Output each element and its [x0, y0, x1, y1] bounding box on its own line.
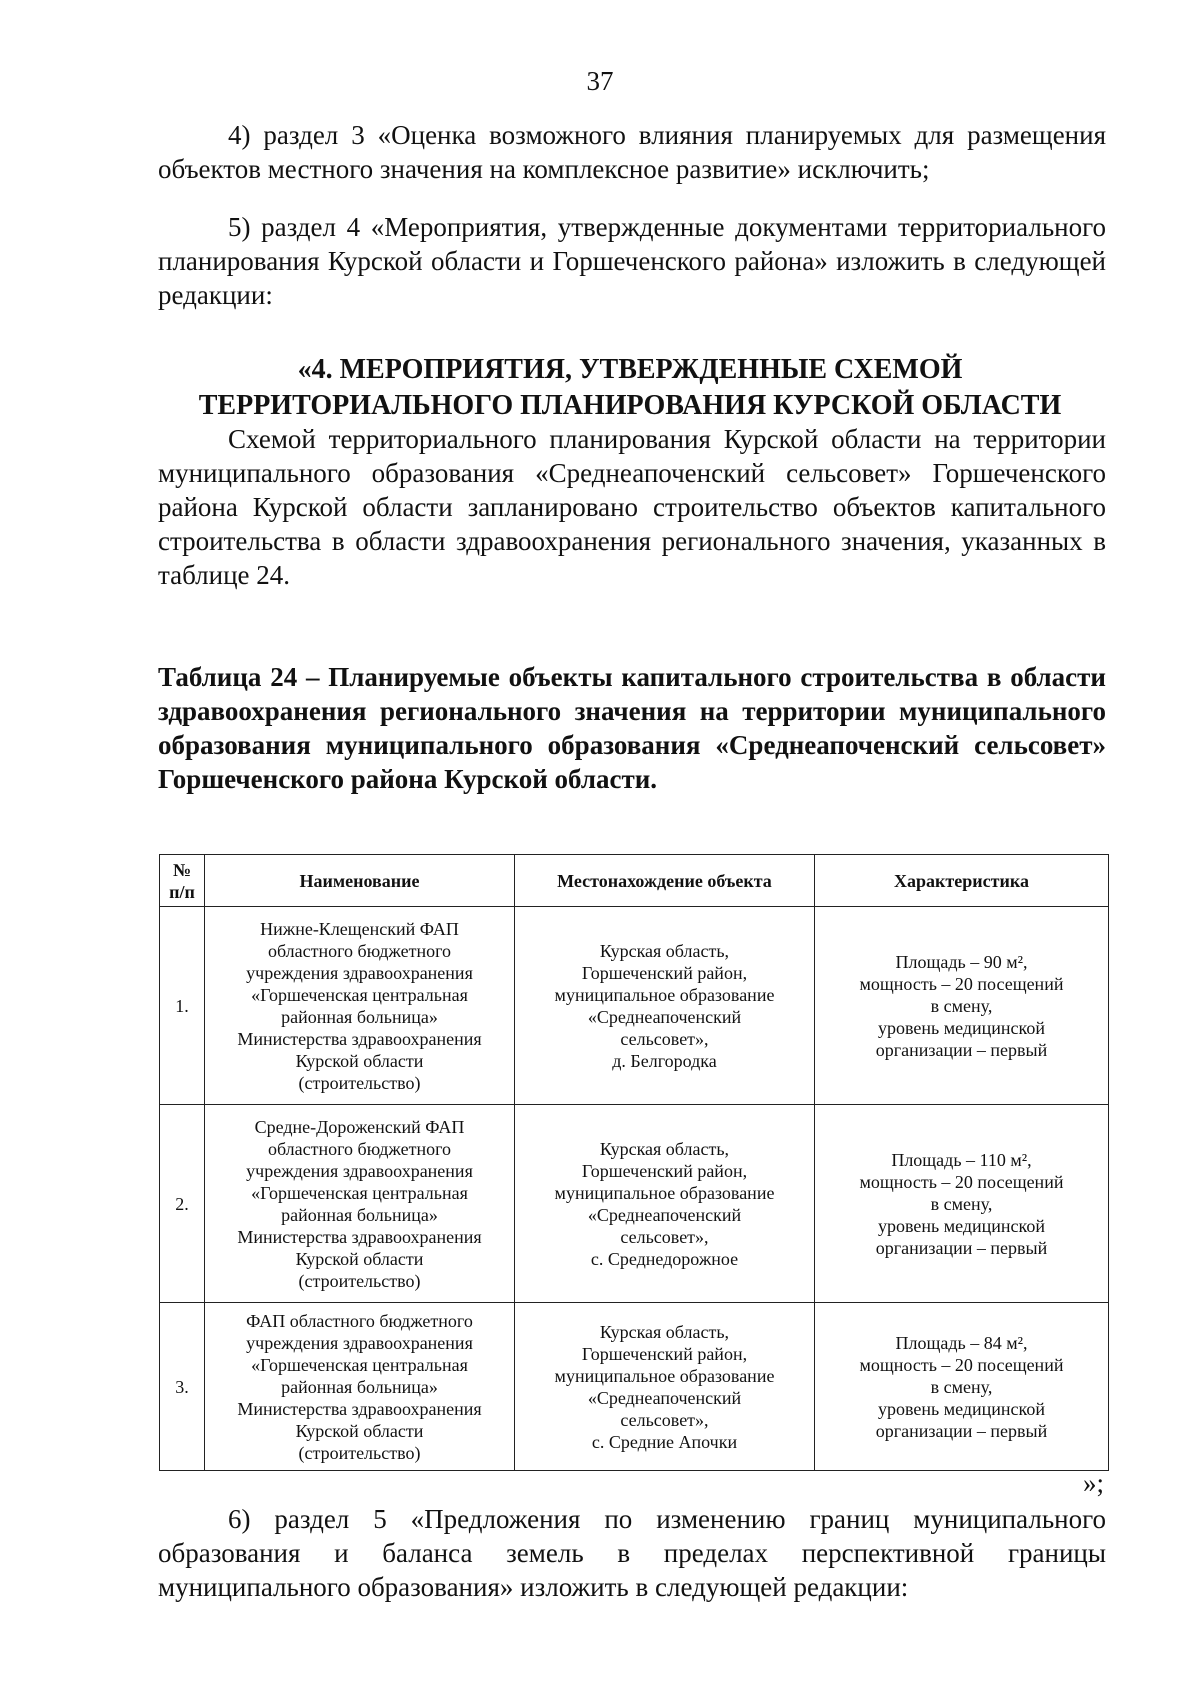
paragraph-item-5: 5) раздел 4 «Мероприятия, утвержденные документами территориального планирования Курской области и Горшеченского района» изложить в следующей редакции: [158, 212, 1106, 310]
header-number: № п/п [160, 855, 205, 907]
object-characteristic: Площадь – 84 м², мощность – 20 посещений в смену, уровень медицинской организации – первый [815, 1303, 1109, 1471]
objects-table [159, 854, 1109, 1471]
page-number: 37 [586, 66, 614, 96]
table-row [160, 1105, 1109, 1303]
object-name: Средне-Дороженский ФАП областного бюджетного учреждения здравоохранения «Горшеченская центральная районная больница» Министерства здравоохранения Курской области (строительство) [205, 1105, 515, 1303]
section-heading-line-1: «4. МЕРОПРИЯТИЯ, УТВЕРЖДЕННЫЕ СХЕМОЙ [297, 354, 963, 385]
table-caption: Таблица 24 – Планируемые объекты капитального строительства в области здравоохранения регионального значения на территории муниципального образования муниципального образования «Среднеапоченский сельсовет» Горшеченского района Курской области. [158, 662, 1106, 794]
object-name: ФАП областного бюджетного учреждения здравоохранения «Горшеченская центральная районная больница» Министерства здравоохранения Курской области (строительство) [205, 1303, 515, 1471]
row-number: 2. [160, 1105, 205, 1303]
header-name: Наименование [205, 855, 515, 907]
object-location: Курская область, Горшеченский район, муниципальное образование «Среднеапоченский сельсовет», с. Среднедорожное [515, 1105, 815, 1303]
intro-paragraph: Схемой территориального планирования Курской области на территории муниципального образования «Среднеапоченский сельсовет» Горшеченского района Курской области запланировано строительство объектов капитального строительства в области здравоохранения регионального значения, указанных в таблице 24. [158, 424, 1106, 590]
section-heading [140, 352, 1120, 424]
header-characteristic: Характеристика [815, 855, 1109, 907]
paragraph-item-6: 6) раздел 5 «Предложения по изменению границ муниципального образования и баланса земель в пределах перспективной границы муниципального образования» изложить в следующей редакции: [158, 1504, 1106, 1602]
table-row [160, 907, 1109, 1105]
closing-quote-mark: »; [1082, 1468, 1104, 1498]
paragraph-item-4: 4) раздел 3 «Оценка возможного влияния планируемых для размещения объектов местного значения на комплексное развитие» исключить; [158, 120, 1106, 184]
row-number: 3. [160, 1303, 205, 1471]
table-header-row [160, 855, 1109, 907]
object-location: Курская область, Горшеченский район, муниципальное образование «Среднеапоченский сельсовет», с. Средние Апочки [515, 1303, 815, 1471]
object-location: Курская область, Горшеченский район, муниципальное образование «Среднеапоченский сельсовет», д. Белгородка [515, 907, 815, 1105]
row-number: 1. [160, 907, 205, 1105]
table-row [160, 1303, 1109, 1471]
header-location: Местонахождение объекта [515, 855, 815, 907]
section-heading-line-2: ТЕРРИТОРИАЛЬНОГО ПЛАНИРОВАНИЯ КУРСКОЙ ОБЛАСТИ [198, 390, 1062, 421]
object-name: Нижне-Клещенский ФАП областного бюджетного учреждения здравоохранения «Горшеченская центральная районная больница» Министерства здравоохранения Курской области (строительство) [205, 907, 515, 1105]
object-characteristic: Площадь – 110 м², мощность – 20 посещений в смену, уровень медицинской организации – первый [815, 1105, 1109, 1303]
object-characteristic: Площадь – 90 м², мощность – 20 посещений в смену, уровень медицинской организации – первый [815, 907, 1109, 1105]
